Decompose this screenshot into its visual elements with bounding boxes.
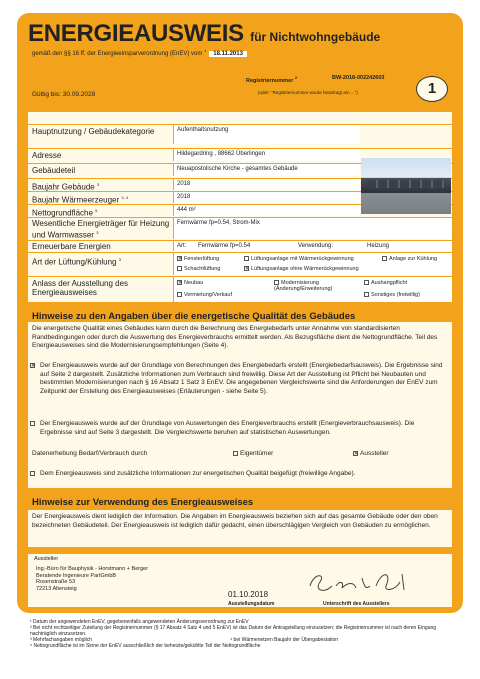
occasion-options [173, 277, 452, 302]
row-value: Aufenthaltsnutzung [173, 125, 360, 144]
notes-demand-option: Der Energieausweis wurde auf der Grundlage von Berechnungen des Energiebedarfs erstellt (Energiebedarfsausweis). Die Ergebnisse sind auf Seite 2 dargestellt. Zusätzliche Informationen zum Verbrauch sind freiwillig. Diese Art der Ausstellung ist Pflicht bei Neubauten und bestimmten Modernisierungen nach § 16 Absatz 1 Satz 3 EnEV. Die angegebenen Vergleichswerte sind die Anforderungen der EnEV zum Zeitpunkt der Erstellung des Energieausweises (Erläuterungen - siehe Seite 5). [40, 362, 443, 395]
table-row [28, 240, 452, 251]
option-ventilation-heat-recovery[interactable]: Lüftungsanlage mit Wärmerückgewinnung [244, 256, 354, 262]
table-row [28, 276, 452, 302]
footnotes [30, 620, 450, 650]
issuer-line: Ing.-Büro für Bauphysik - Horstmann + Berger [36, 566, 149, 572]
footnote: ¹ Datum der angewendeten EnEV, gegebenenfalls angewendeten Änderungsverordnung zur EnEV [30, 619, 249, 625]
legal-basis: gemäß den §§ 16 ff. der Energieeinsparverordnung (EnEV) vom $^1$18.11.2013 [32, 48, 247, 57]
checkbox[interactable] [30, 421, 35, 426]
checkbox[interactable] [233, 451, 238, 456]
checkbox-checked[interactable] [30, 363, 35, 368]
row-label: Anlass der Ausstellung des Energieausweises [32, 279, 129, 297]
signature [304, 568, 424, 598]
notes-consumption-option: Der Energieausweis wurde auf der Grundlage von Auswertungen des Energieverbrauchs erstellt (Energieverbrauchsausweis). Die Ergebnisse sind auf Seite 3 dargestellt. Die Vergleichswerte beruhen auf statistischen Auswertungen. [40, 420, 415, 436]
row-value: Art: Fernwärme fp=0.54 Verwendung: Heizung [173, 241, 452, 251]
checkbox-checked[interactable] [353, 451, 358, 456]
ventilation-options [173, 253, 452, 275]
row-value: Neuapostolische Kirche - gesamtes Gebäude [173, 164, 360, 176]
registration-label: Registriernummer $^2$ [246, 75, 298, 84]
notes-panel [28, 322, 452, 488]
checkbox[interactable] [30, 471, 35, 476]
checkbox[interactable] [364, 280, 369, 285]
renewable-use: Heizung [367, 243, 390, 249]
issuer-line: Beratende Ingenieure PartGmbB [36, 572, 117, 579]
section-heading-usage: Hinweise zur Verwendung des Energieausweises [32, 497, 254, 508]
row-label: Wesentliche Energieträger für Heizung und Warmwasser $^3$ [32, 219, 170, 240]
row-label: Hauptnutzung / Gebäudekategorie [32, 127, 155, 136]
document-subtitle: für Nichtwohngebäude [250, 30, 381, 44]
table-row [28, 252, 452, 275]
checkbox[interactable] [364, 292, 369, 297]
checkbox[interactable] [382, 256, 387, 261]
option-other[interactable]: Sonstiges (freiwillig) [364, 292, 420, 298]
checkbox-additional[interactable] [30, 470, 37, 479]
footnote: ⁴ bei Wärmenetzen Baujahr der Übergabestation [230, 637, 339, 643]
row-label: Nettogrundfläche $^5$ [32, 208, 98, 218]
issue-date: 01.10.2018 [228, 590, 269, 599]
issuer-label: Aussteller [34, 556, 59, 562]
option-ventilation-no-recovery[interactable]: ✕ Lüftungsanlage ohne Wärmerückgewinnung [244, 266, 359, 272]
footnote: ² Bei nicht rechtzeitiger Zuteilung der Registriernummer (§ 17 Absatz 4 Satz 4 und 5 EnEV) ist das Datum der Antragstellung einzusetzen; die Registriernummer ist nach deren Eingang nachträglich einzusetzen. [30, 625, 437, 637]
registration-number: BW-2018-002242603 [332, 75, 385, 81]
row-value: Hildegardring , 88662 Überlingen [173, 149, 360, 161]
option-window-ventilation[interactable]: ✕ Fensterlüftung [177, 256, 219, 262]
option-rent-sale[interactable]: Vermietung/Verkauf [177, 292, 232, 298]
option-issuer[interactable]: ✕ Aussteller [353, 450, 389, 459]
row-label: Adresse [32, 151, 62, 160]
document-title: ENERGIEAUSWEIS für Nichtwohngebäude [28, 20, 381, 47]
notes-intro: Die energetische Qualität eines Gebäudes kann durch die Berechnung des Energiebedarfs unter Annahme von standardisierten Randbedingungen oder durch die Auswertung des Energieverbrauchs ermittelt werden. Als Bezugsfläche dient die Nettogrundfläche. Teil des Energieausweises sind die Modernisierungsempfehlungen (Seite 4). [32, 325, 438, 349]
issuer-line: Rosenstraße 53 [36, 579, 76, 585]
row-label: Erneuerbare Energien [32, 242, 111, 251]
checkbox[interactable] [274, 280, 279, 285]
option-posting-obligation[interactable]: Aushangpflicht [364, 280, 407, 286]
option-shaft-ventilation[interactable]: Schachtlüftung [177, 266, 220, 272]
data-collection-label: Datenerhebung Bedarf/Verbrauch durch [32, 450, 148, 457]
checkbox[interactable] [177, 266, 182, 271]
checkbox-demand[interactable] [30, 362, 37, 371]
row-value: 2018 [173, 179, 360, 190]
footnote: ³ Mehrfachangaben möglich [30, 637, 92, 643]
option-cooling[interactable]: Anlage zur Kühlung [382, 256, 452, 262]
footnote: ⁵ Nettogrundfläche ist im Sinne der EnEV ausschließlich der beheizte/gekühlte Teil der Nettogrundfläche [30, 643, 261, 649]
row-label: Baujahr Gebäude $^3$ [32, 182, 100, 192]
table-row [28, 217, 452, 239]
issuer-line: 72213 Altensteig [36, 585, 77, 592]
usage-text: Der Energieausweis dient lediglich der Information. Die Angaben im Energieausweis beziehen sich auf das gesamte Gebäude oder den oben bezeichneten Gebäudeteil. Der Energieausweis ist lediglich dafür gedacht, einen überschlägigen Vergleich von Gebäuden zu ermöglichen. [32, 513, 438, 529]
checkbox-consumption[interactable] [30, 420, 37, 429]
usage-panel [28, 510, 452, 547]
building-photo [361, 158, 451, 214]
valid-until: Gültig bis: 30.09.2028 [32, 91, 96, 98]
checkbox[interactable] [177, 292, 182, 297]
checkbox-checked[interactable] [177, 280, 182, 285]
row-label: Baujahr Wärmeerzeuger $^{3, 4}$ [32, 195, 129, 205]
row-value: Fernwärme fp=0.54, Strom-Mix [173, 218, 452, 239]
legal-date: 18.11.2013 [209, 51, 247, 57]
row-value: 444 m² [173, 205, 360, 216]
section-heading-notes: Hinweise zu den Angaben über die energetische Qualität des Gebäudes [32, 311, 356, 322]
row-label: Art der Lüftung/Kühlung $^3$ [32, 257, 121, 267]
row-label: Gebäudeteil [32, 166, 76, 175]
checkbox[interactable] [244, 256, 249, 261]
page-number: 1 [416, 76, 448, 102]
registration-note: (oder: "Registriernummer wurde beantragt am ...") [258, 90, 358, 95]
issuer-block [28, 554, 452, 607]
option-new-building[interactable]: ✕Neubau [177, 280, 203, 286]
table-row [28, 124, 452, 144]
issue-date-label: Ausstellungsdatum [228, 601, 275, 607]
row-value: 2018 [173, 192, 360, 203]
option-modernisation[interactable]: Modernisierung (Änderung/Erweiterung) [274, 280, 333, 292]
option-owner[interactable]: Eigentümer [233, 450, 273, 459]
signature-label: Unterschrift des Ausstellers [323, 601, 390, 607]
checkbox-checked[interactable] [244, 266, 249, 271]
renewable-type: Fernwärme fp=0.54 [198, 243, 251, 249]
checkbox-checked[interactable] [177, 256, 182, 261]
notes-additional-info: Dem Energieausweis sind zusätzliche Informationen zur energetischen Qualität beigefügt (freiwillige Angabe). [40, 470, 356, 477]
